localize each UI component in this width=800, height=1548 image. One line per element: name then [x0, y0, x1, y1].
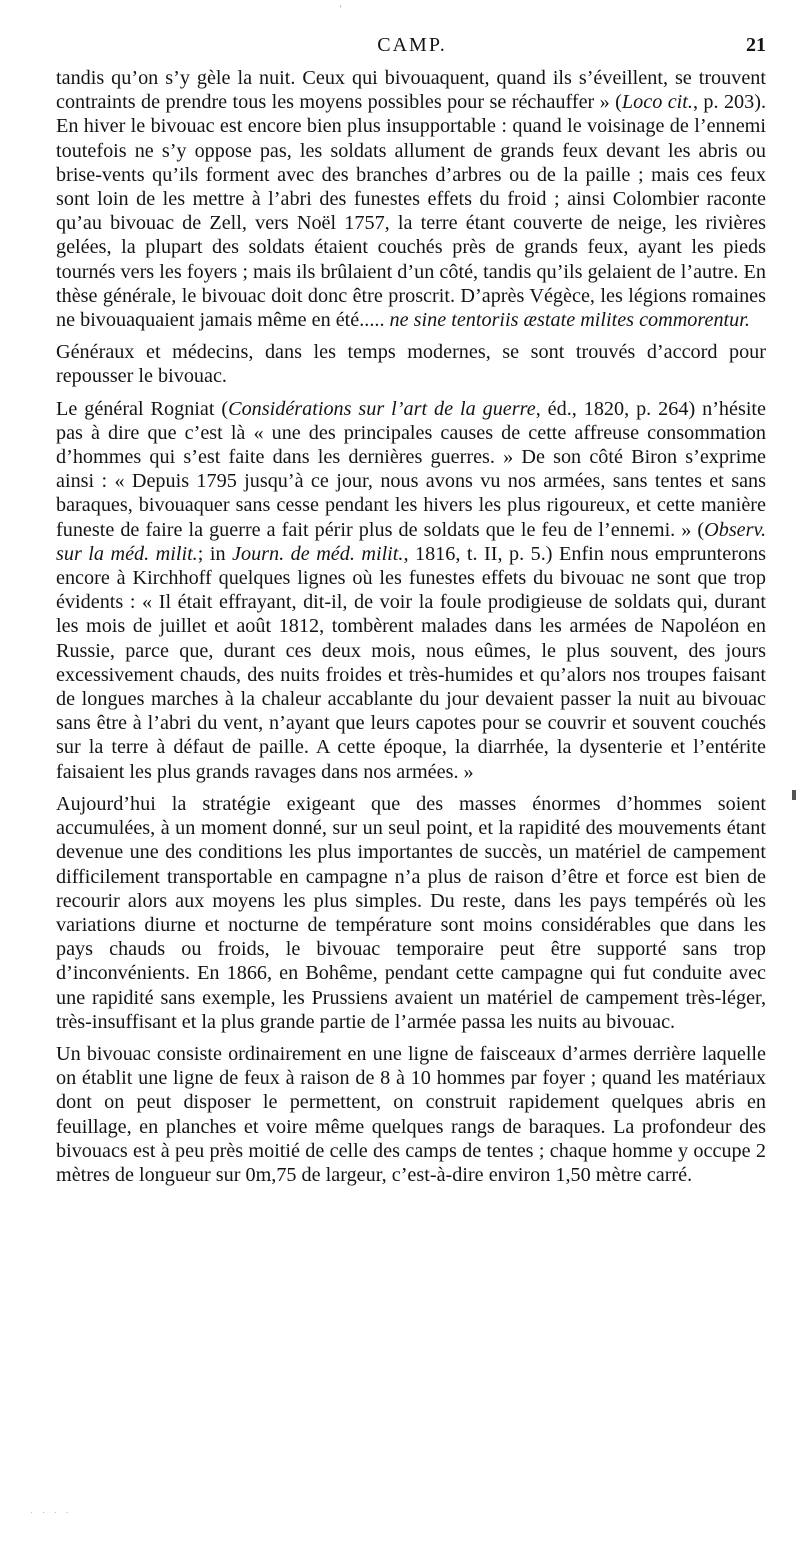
text-run: ; in: [197, 542, 233, 565]
text-run: , éd., 1820, p. 264) n’hésite pas à dire que c’est là « une des principales causes de cette affreuse consommation d’hommes qui s’est faite dans les dernières guerres. » De son côté Biron s’exprime ainsi : « Depuis 1795 jusqu’à ce jour, nous avons vu nos armées, sans tentes et sans baraques, bivouaquer sans cesse pendant les hivers les plus rigoureux, et cette manière funeste de faire la guerre a fait périr plus de soldats que le feu de l’ennemi. » (: [56, 397, 766, 541]
paragraph: [56, 340, 766, 388]
text-run: Le général Rogniat (: [56, 397, 229, 420]
italic-text: ne sine tentoriis æstate milites commorentur.: [389, 309, 750, 332]
italic-text: Journ. de méd. milit.: [232, 542, 404, 565]
running-header: [58, 34, 766, 64]
page-number: 21: [746, 34, 766, 56]
text-run: , 1816, t. II, p. 5.) Enfin nous emprunterons encore à Kirchhoff quelques lignes où les funestes effets du bivouac ne sont que trop évidents : « Il était effrayant, dit-il, de voir la foule prodigieuse de soldats qui, durant les mois de juillet et août 1812, tombèrent malades dans les armées de Napoléon en Russie, parce que, durant ces deux mois, nous eûmes, le plus souvent, des jours excessivement chauds, des nuits froides et très-humides et qu’alors nos troupes faisant de longues marches à la chaleur accablante du jour devaient passer la nuit au bivouac sans être à l’abri du vent, n’ayant que leurs capotes pour se couvrir et souvent couchés sur la terre à défaut de paille. A cette époque, la diarrhée, la dysenterie et l’entérite faisaient les plus grands ravages dans nos armées. »: [56, 542, 766, 783]
paragraph: [56, 792, 766, 1034]
italic-text: Observ. sur la méd. milit.: [56, 518, 766, 565]
paragraph: [56, 397, 766, 784]
text-run: Un bivouac consiste ordinairement en une ligne de faisceaux d’armes derrière laquelle on établit une ligne de feux à raison de 8 à 10 hommes par foyer ; quand les matériaux dont on peut disposer le permettent, on construit rapidement quelques abris en feuillage, en planches et voire même quelques rangs de baraques. La profondeur des bivouacs est à peu près moitié de celle des camps de tentes ; chaque homme y occupe 2 mètres de longueur sur 0m,75 de largeur, c’est-à-dire environ 1,50 mètre carré.: [56, 1042, 766, 1186]
body-text: [56, 66, 766, 1195]
margin-speck: [792, 790, 796, 800]
text-run: Généraux et médecins, dans les temps modernes, se sont trouvés d’accord pour repousser le bivouac.: [56, 341, 766, 388]
text-run: Aujourd’hui la stratégie exigeant que des masses énormes d’hommes soient accumulées, à un moment donné, sur un seul point, et la rapidité des mouvements étant devenue une des conditions les plus importantes de succès, un matériel de campement difficilement transportable en campagne n’a plus de raison d’être et force est bien de recourir alors aux moyens les plus simples. Du reste, dans les pays tempérés où les variations diurne et nocturne de température sont moins considérables que dans les pays chauds ou froids, le bivouac temporaire peut être supporté sans trop d’inconvénients. En 1866, en Bohême, pendant cette campagne qui fut conduite avec une rapidité sans exemple, les Prussiens avaient un matériel de campement très-léger, très-insuffisant et la plus grande partie de l’armée passa les nuits au bivouac.: [56, 792, 766, 1033]
paragraph: [56, 1042, 766, 1187]
print-mark: ': [340, 4, 342, 13]
running-title: CAMP.: [377, 34, 447, 56]
footer-smudge: · · · ·: [30, 1508, 72, 1519]
italic-text: Loco cit.: [621, 91, 693, 114]
italic-text: Considérations sur l’art de la guerre: [228, 397, 536, 420]
text-run: , p. 203). En hiver le bivouac est encore bien plus insupportable : quand le voisinage de l’ennemi toutefois ne s’y oppose pas, les soldats allument de grands feux devant les abris ou brise-vents qu’ils forment avec des branches d’arbres ou de la paille ; mais ces feux sont loin de les mettre à l’abri des funestes effets du froid ; ainsi Colombier raconte qu’au bivouac de Zell, vers Noël 1757, la terre étant couverte de neige, les rivières gelées, la plupart des soldats étaient couchés près de grands feux, ayant les pieds tournés vers les foyers ; mais ils brûlaient d’un côté, tandis qu’ils gelaient de l’autre. En thèse générale, le bivouac doit donc être proscrit. D’après Végèce, les légions romaines ne bivouaquaient jamais même en été.....: [56, 91, 766, 332]
paragraph: [56, 66, 766, 332]
text-run: tandis qu’on s’y gèle la nuit. Ceux qui bivouaquent, quand ils s’éveillent, se trouvent contraints de prendre tous les moyens possibles pour se réchauffer » (: [56, 67, 766, 114]
